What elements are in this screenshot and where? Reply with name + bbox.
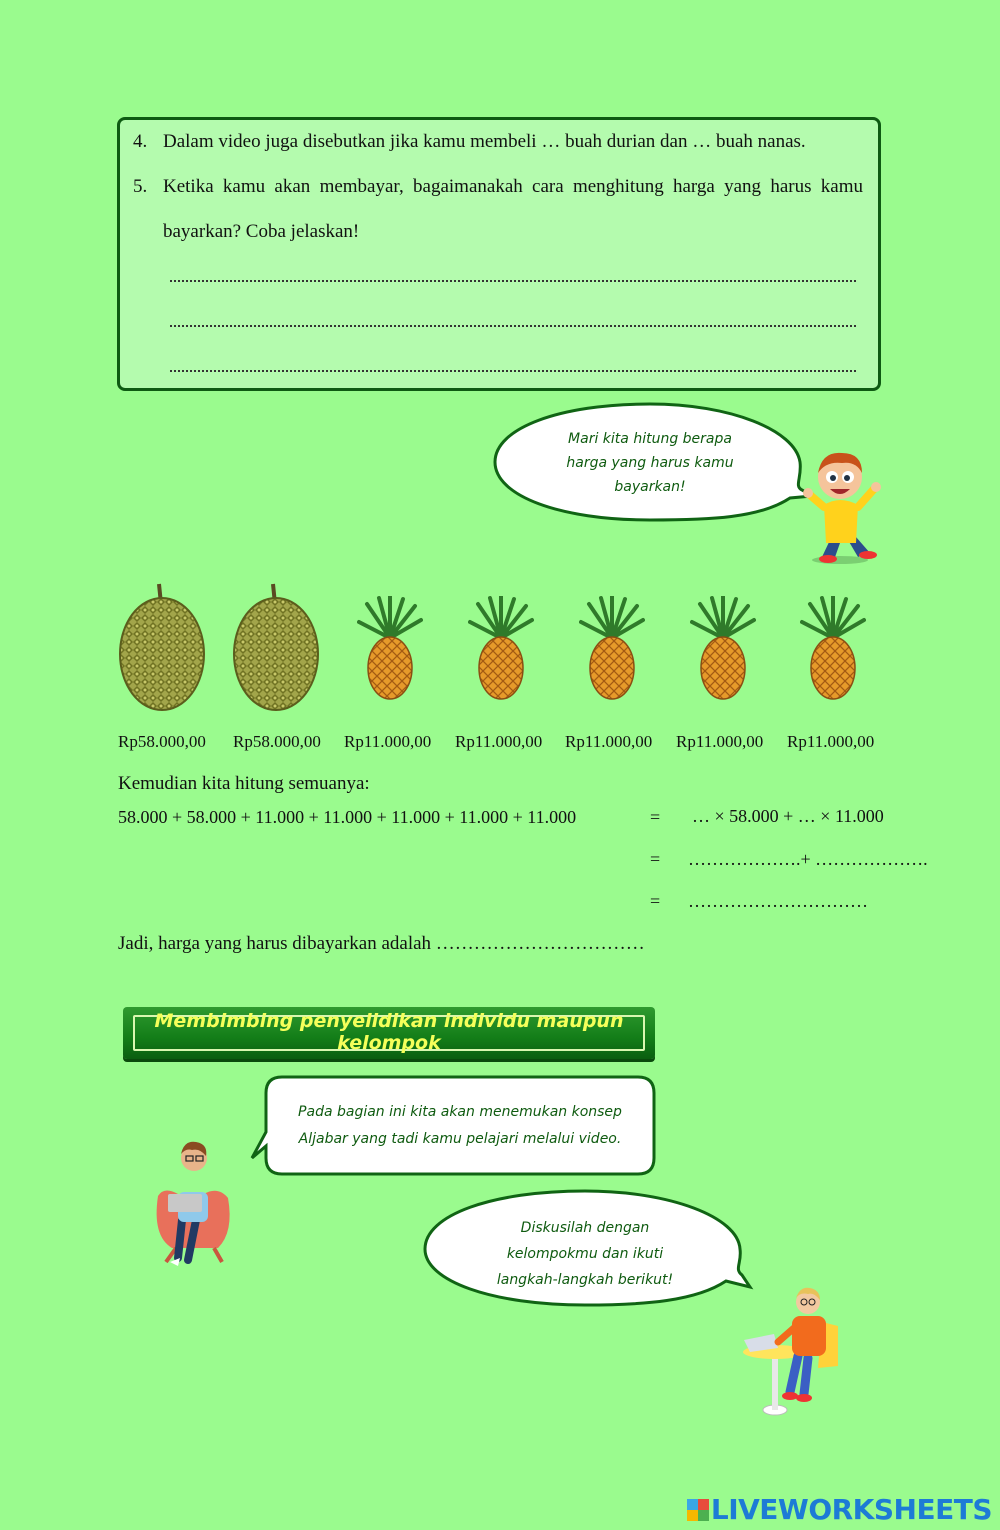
boy-cartoon-icon [800, 445, 885, 570]
question-4-text: Dalam video juga disebutkan jika kamu membeli … buah durian dan … buah nanas. [163, 131, 806, 152]
conclusion-text[interactable]: Jadi, harga yang harus dibayarkan adalah …………………………… [118, 933, 645, 954]
durian-icon [117, 582, 209, 712]
answer-blank-3[interactable]: ………………………… [688, 891, 868, 911]
question-5-text-line1: Ketika kamu akan membayar, bagaimanakah cara menghitung harga yang harus kamu [163, 176, 863, 197]
bubble-line: bayarkan! [614, 479, 686, 495]
section-banner [123, 1007, 655, 1059]
answer-line[interactable] [170, 368, 856, 372]
equals-sign: = [650, 807, 661, 827]
fruit-price: Rp11.000,00 [344, 732, 432, 751]
bubble-text [540, 427, 760, 499]
fruit-price: Rp11.000,00 [676, 732, 764, 751]
equals-sign: = [650, 891, 661, 911]
bubble-text [270, 1099, 650, 1153]
equals-sign: = [650, 849, 661, 869]
pineapple-icon [690, 596, 756, 701]
brand-logo [687, 1493, 992, 1526]
pineapple-icon [357, 596, 423, 701]
bubble-line: harga yang harus kamu [566, 455, 734, 471]
question-box [117, 117, 881, 391]
bubble-line: langkah-langkah berikut! [496, 1272, 674, 1288]
pineapple-icon [800, 596, 866, 701]
man-with-laptop-icon [148, 1136, 238, 1268]
pineapple-icon [579, 596, 645, 701]
man-at-desk-icon [738, 1282, 848, 1422]
banner-title: Membimbing penyelidikan individu maupun kelompok [154, 1010, 624, 1054]
fruit-price: Rp58.000,00 [118, 732, 206, 751]
question-number: 5. [133, 176, 148, 197]
pineapple-icon [468, 596, 534, 701]
liveworksheets-logo-icon [687, 1499, 709, 1521]
question-number: 4. [133, 131, 148, 152]
answer-line[interactable] [170, 278, 856, 282]
answer-line[interactable] [170, 323, 856, 327]
bubble-line: Aljabar yang tadi kamu pelajari melalui video. [298, 1131, 622, 1147]
fruit-price: Rp11.000,00 [565, 732, 653, 751]
bubble-line: Pada bagian ini kita akan menemukan konsep [298, 1104, 622, 1120]
sum-expression: 58.000 + 58.000 + 11.000 + 11.000 + 11.000 + 11.000 + 11.000 [118, 807, 577, 827]
durian-icon [231, 582, 323, 712]
bubble-text [470, 1215, 700, 1293]
question-5-text-line2: bayarkan? Coba jelaskan! [163, 221, 360, 242]
bubble-line: Diskusilah dengan [520, 1220, 650, 1236]
fruit-price: Rp11.000,00 [787, 732, 875, 751]
bubble-line: Mari kita hitung berapa [568, 431, 732, 447]
bubble-line: kelompokmu dan ikuti [506, 1246, 664, 1262]
fruit-price: Rp11.000,00 [455, 732, 543, 751]
calc-intro: Kemudian kita hitung semuanya: [118, 773, 370, 794]
answer-blank-2[interactable]: ……………….+ ………………. [688, 849, 928, 869]
brand-name: LIVEWORKSHEETS [710, 1493, 992, 1526]
fruit-price: Rp58.000,00 [233, 732, 321, 751]
answer-blank-1[interactable]: … × 58.000 + … × 11.000 [692, 806, 884, 826]
